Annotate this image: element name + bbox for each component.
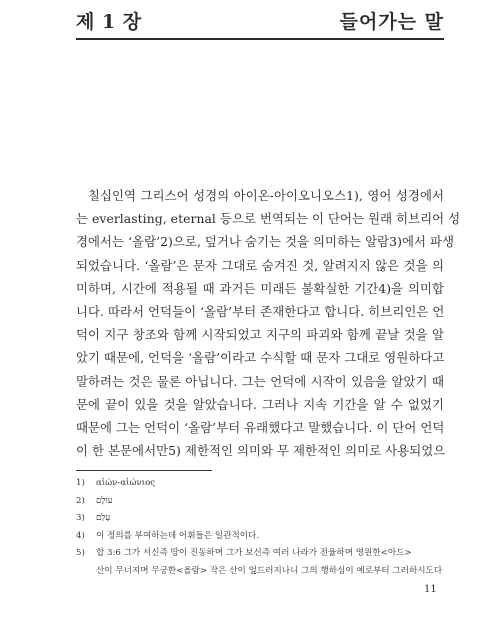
footnote <box>76 475 446 493</box>
footnote-divider <box>76 470 212 471</box>
body-line: 았기 때문에, 언덕을 ‘올람’이라고 수식할 때 문자 그대로 영원하다고 <box>76 350 445 366</box>
running-header <box>76 4 444 40</box>
body-line: 때문에 그는 언덕이 ‘올람’부터 유래했다고 말했습니다. 이 단어 언덕 <box>76 419 445 435</box>
body-line: 덕이 지구 창조와 함께 시작되었고 지구의 파괴와 함께 끝날 것을 알 <box>76 327 444 343</box>
chapter-label: 제 1 장 <box>76 11 142 33</box>
footnote-text: עָלַם <box>96 513 111 523</box>
footnote-text: αἰών-αἰώνιος <box>96 478 156 488</box>
footnote-number: 2) <box>76 495 85 506</box>
body-line: 칠십인역 그리스어 성경의 아이온-아이오니오스1), 영어 성경에서 <box>88 188 444 203</box>
page-number: 11 <box>424 584 437 595</box>
body-line: 이 한 본문에서만5) 제한적인 의미와 무 제한적인 의미로 사용되었으 <box>76 443 446 459</box>
footnotes <box>76 475 446 580</box>
footnote-text: 합 3:6 그가 서신즉 땅이 진동하며 그가 보신즉 여러 나라가 전율하며 영원한<아드> <box>96 548 412 558</box>
body-line: 미하며, 시간에 적용될 때 과거든 미래든 불확실한 기간4)을 의미합 <box>76 280 444 296</box>
footnote <box>76 493 446 511</box>
footnote <box>76 528 446 546</box>
body-text <box>76 184 461 462</box>
body-line: 되었습니다. ‘올람’은 문자 그대로 숨겨진 것, 알려지지 않은 것을 의 <box>76 257 444 273</box>
footnote-text-continued: 산이 무너지며 무궁한<올람> 작은 산이 엎드러지나니 그의 행하심이 예로부터 그러하시도다 <box>96 565 443 576</box>
footnote <box>76 545 446 580</box>
chapter-title: 들어가는 말 <box>339 11 444 33</box>
footnote-number: 1) <box>76 478 85 488</box>
footnote <box>76 510 446 528</box>
footnote-text-block <box>96 545 446 580</box>
footnote-number: 4) <box>76 530 85 541</box>
body-line: 니다. 따라서 언덕들이 ‘올람’부터 존재한다고 합니다. 히브리인은 언 <box>76 303 445 319</box>
footnote-number: 5) <box>76 548 85 558</box>
body-line: 경에서는 ‘올람’2)으로, 덮거나 숨기는 것을 의미하는 알람3)에서 파생 <box>76 234 455 250</box>
footnote-text: עוֹלָם <box>96 495 113 506</box>
body-line: 말하려는 것은 물론 아닙니다. 그는 언덕에 시작이 있음을 알았기 때 <box>76 373 444 389</box>
footnote-number: 3) <box>76 513 85 523</box>
body-line: 는 everlasting, eternal 등으로 번역되는 이 단어는 원래 히브리어 성 <box>76 211 461 227</box>
body-line: 문에 끝이 있을 것을 알았습니다. 그러나 지속 기간을 알 수 없었기 <box>76 396 444 412</box>
footnote-text: 이 정의를 부여하는데 어휘들은 일관적이다. <box>96 530 260 541</box>
